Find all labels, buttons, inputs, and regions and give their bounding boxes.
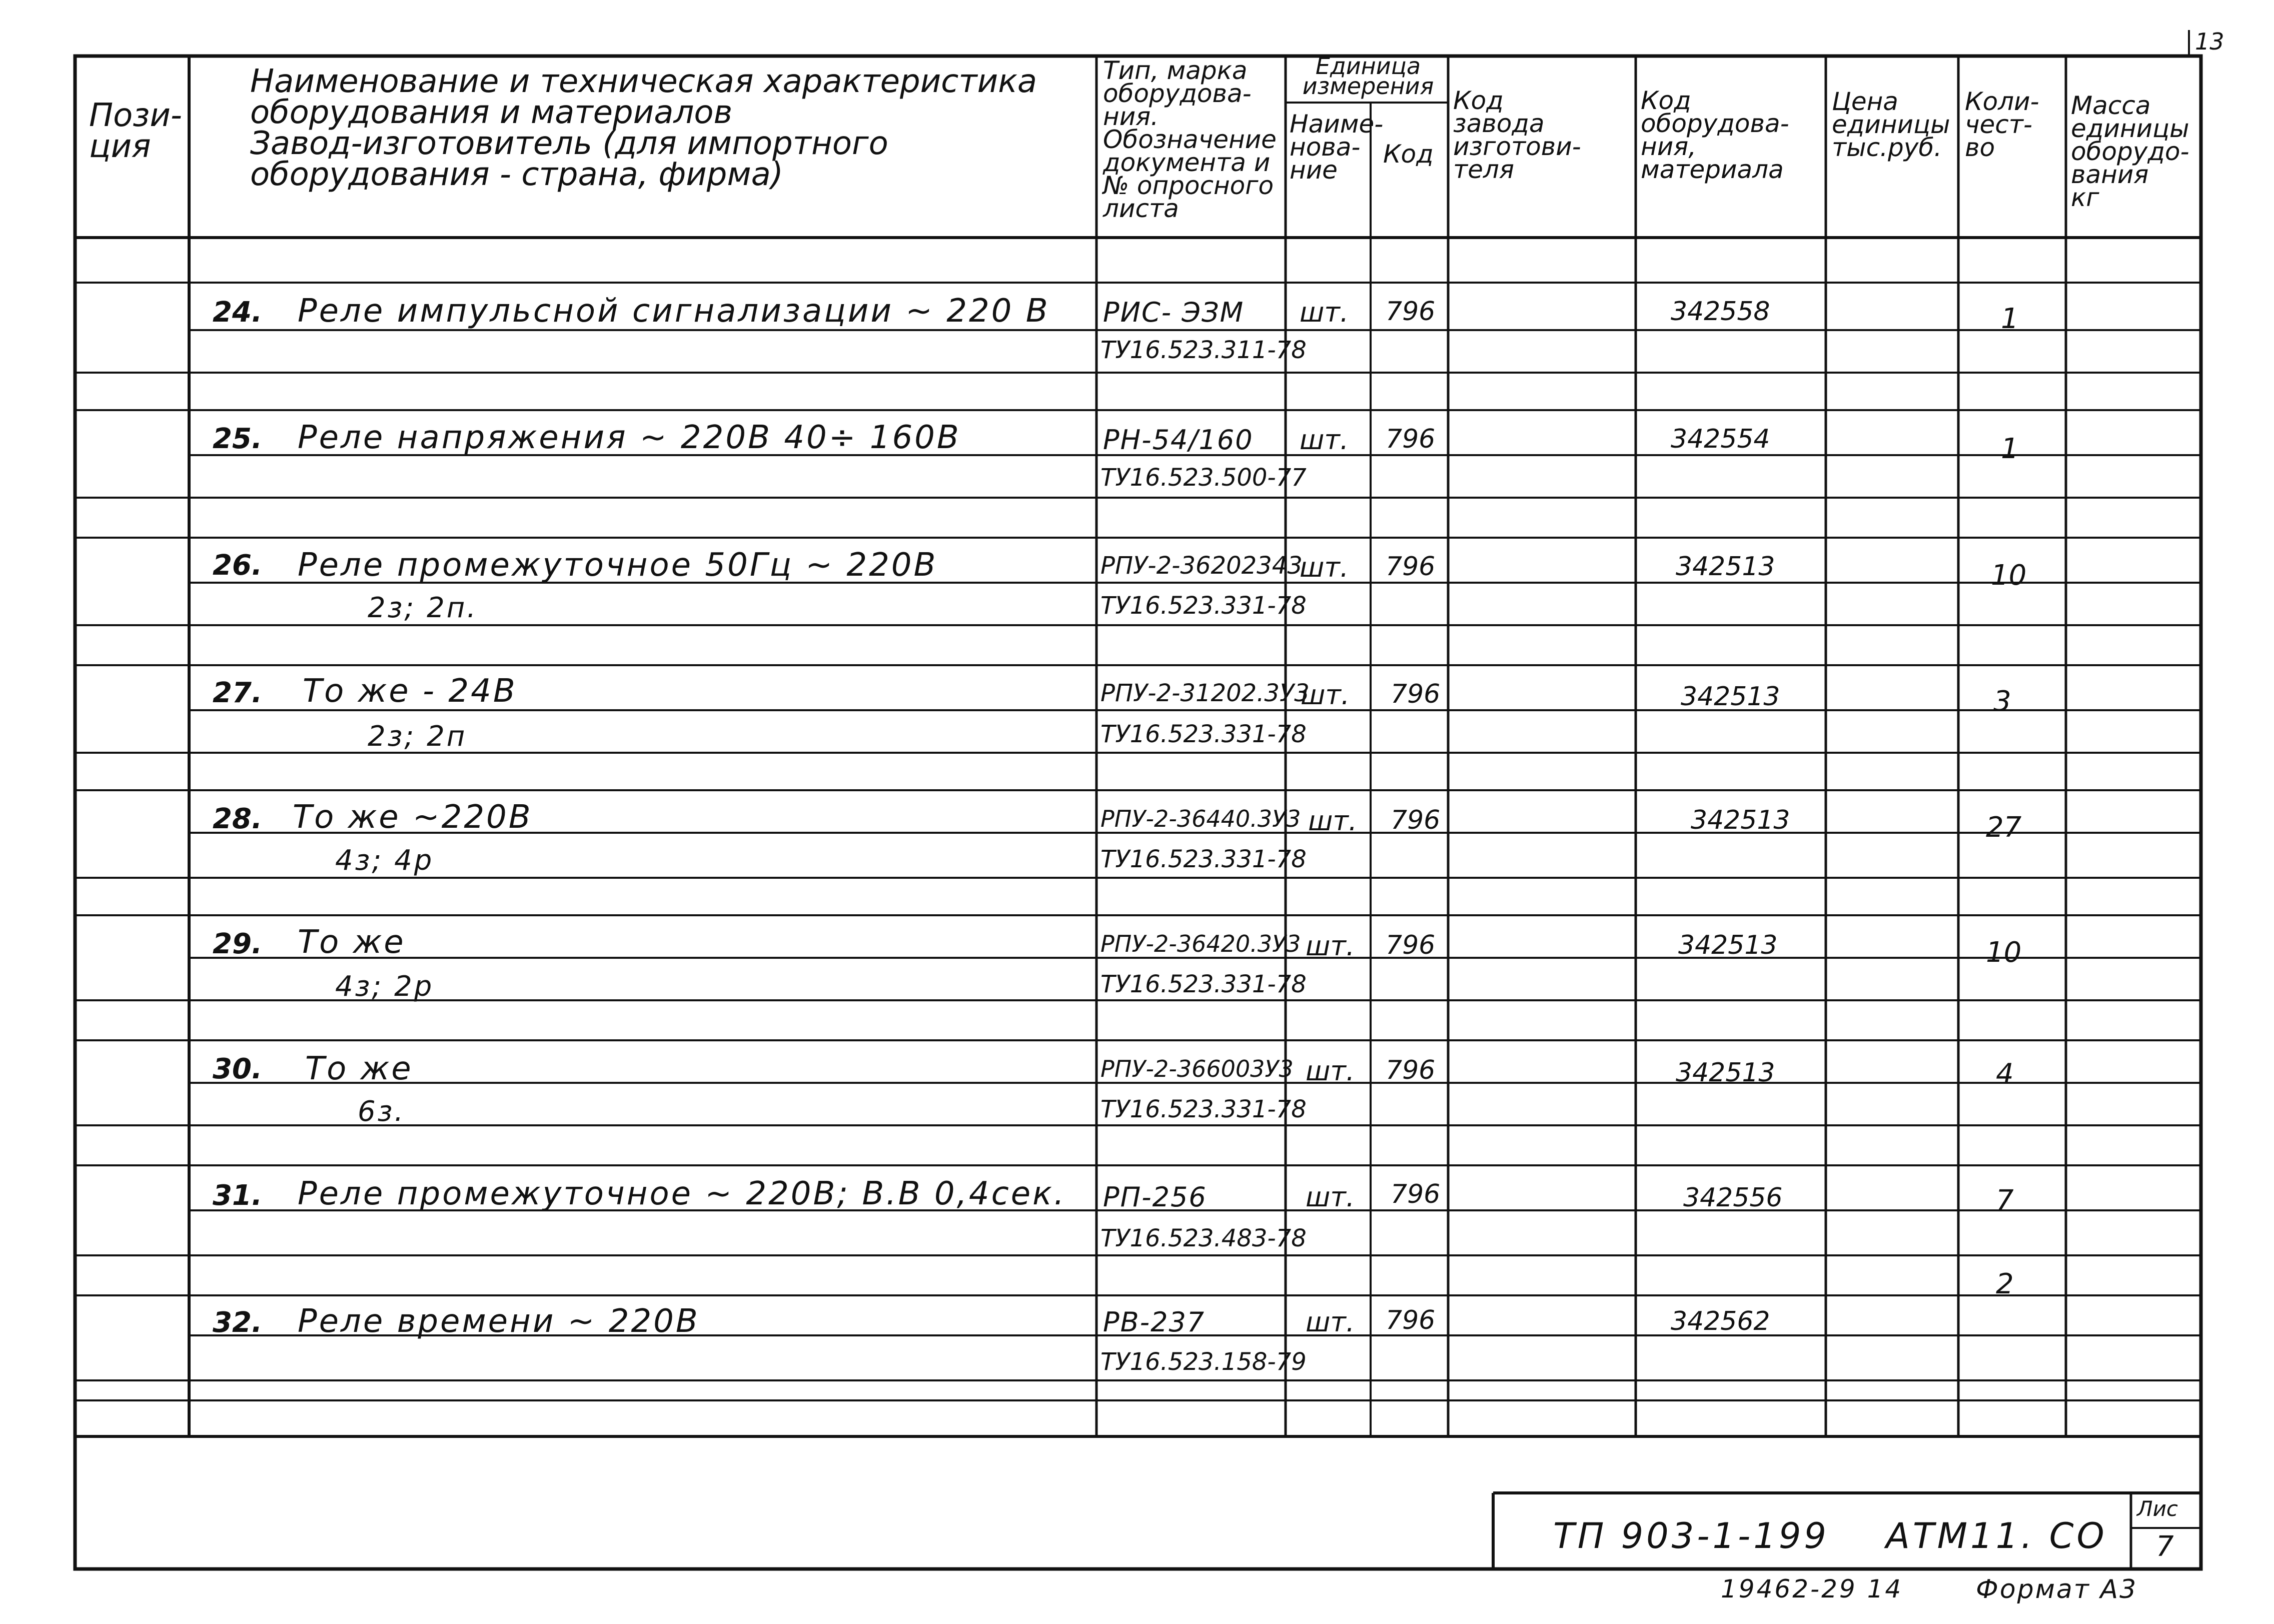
row-31-equip-code: 342556 <box>1683 1183 1783 1213</box>
row-27-position: 27. <box>213 677 263 709</box>
row-27-document: ТУ16.523.331-78 <box>1100 720 1307 748</box>
row-25-position: 25. <box>213 423 263 455</box>
row-24-name: Реле импульсной сигнализации ~ 220 В <box>298 293 1050 330</box>
row-31-quantity: 7 <box>1996 1184 2014 1217</box>
row-24-position: 24. <box>213 296 263 329</box>
row-25-quantity: 1 <box>2001 433 2019 465</box>
row-26-position: 26. <box>213 549 263 582</box>
header-unit-code: Код <box>1383 140 1434 169</box>
row-29-position: 29. <box>213 928 263 960</box>
row-27-unit: шт. <box>1301 679 1350 711</box>
row-26-contacts: 2з; 2п. <box>368 592 478 624</box>
header-unit-group: Единица измерения <box>1302 53 1434 100</box>
header-equipment-code: Код оборудова- ния, материала <box>1641 86 1789 184</box>
row-31-position: 31. <box>213 1179 263 1212</box>
row-25-document: ТУ16.523.500-77 <box>1100 464 1307 492</box>
row-27-unit-code: 796 <box>1391 679 1441 709</box>
row-32-equip-code: 342562 <box>1671 1306 1770 1336</box>
page-number: 13 <box>2195 28 2224 55</box>
row-26-quantity: 10 <box>1991 559 2027 592</box>
row-27-equip-code: 342513 <box>1681 682 1780 712</box>
row-28-unit: шт. <box>1308 805 1358 837</box>
row-28-contacts: 4з; 4р <box>335 844 434 877</box>
header-type: Тип, марка оборудова- ния. Обозначение документа и № опросного листа <box>1103 56 1277 223</box>
row-32-unit-code: 796 <box>1386 1305 1436 1335</box>
stamp-format: Формат А3 <box>1976 1574 2138 1604</box>
header-position: Пози- ция <box>89 97 182 165</box>
row-31-document: ТУ16.523.483-78 <box>1100 1224 1307 1252</box>
row-26-name: Реле промежуточное 50Гц ~ 220В <box>298 547 938 584</box>
row-27-quantity: 3 <box>1993 685 2011 718</box>
stamp-designation: ТП 903-1-199 <box>1553 1515 1829 1556</box>
stamp-code: АТМ11. СО <box>1886 1515 2107 1556</box>
header-name: Наименование и техническая характеристика оборудования и материалов Завод-изготовитель (для импортного оборудования - страна, фирма) <box>250 63 1037 193</box>
row-28-unit-code: 796 <box>1391 805 1441 835</box>
row-31-type: РП-256 <box>1103 1181 1207 1213</box>
row-32-position: 32. <box>213 1306 263 1339</box>
row-28-position: 28. <box>213 803 263 835</box>
row-27-type: РПУ-2-31202.3У3 <box>1100 679 1310 707</box>
row-28-name: То же ~220В <box>293 799 533 836</box>
row-27-name: То же - 24В <box>303 673 517 710</box>
row-32-type: РВ-237 <box>1103 1306 1206 1338</box>
row-30-contacts: 6з. <box>358 1095 406 1128</box>
row-29-type: РПУ-2-36420.3У3 <box>1100 930 1301 957</box>
row-24-unit: шт. <box>1300 297 1349 328</box>
header-quantity: Коли- чест- во <box>1965 87 2039 162</box>
row-26-unit: шт. <box>1300 552 1349 583</box>
row-25-type: РН-54/160 <box>1103 424 1254 456</box>
stamp-sheet-label: Лис <box>2137 1496 2178 1521</box>
row-25-unit-code: 796 <box>1386 424 1436 454</box>
header-mass: Масса единицы оборудо- вания кг <box>2071 91 2189 212</box>
row-32-unit: шт. <box>1306 1306 1355 1338</box>
row-29-contacts: 4з; 2р <box>335 970 434 1003</box>
row-24-type: РИС- ЭЗМ <box>1103 297 1245 328</box>
row-24-unit-code: 796 <box>1386 297 1436 327</box>
row-28-equip-code: 342513 <box>1691 805 1790 835</box>
row-29-equip-code: 342513 <box>1678 930 1778 960</box>
row-28-quantity: 27 <box>1986 811 2022 844</box>
row-26-equip-code: 342513 <box>1676 552 1775 582</box>
row-26-type: РПУ-2-36202343 <box>1100 552 1303 580</box>
row-32-quantity: 2 <box>1996 1268 2014 1300</box>
row-29-name: То же <box>298 924 406 961</box>
row-25-equip-code: 342554 <box>1671 424 1770 454</box>
row-30-equip-code: 342513 <box>1676 1058 1775 1088</box>
row-30-document: ТУ16.523.331-78 <box>1100 1095 1307 1123</box>
row-28-type: РПУ-2-36440.3У3 <box>1100 805 1301 832</box>
header-price: Цена единицы тыс.руб. <box>1832 87 1950 162</box>
row-30-quantity: 4 <box>1996 1058 2014 1090</box>
row-30-unit: шт. <box>1306 1055 1355 1087</box>
row-25-name: Реле напряжения ~ 220В 40÷ 160В <box>298 419 961 456</box>
row-29-document: ТУ16.523.331-78 <box>1100 970 1307 998</box>
row-30-name: То же <box>305 1050 413 1087</box>
row-28-document: ТУ16.523.331-78 <box>1100 845 1307 873</box>
row-24-document: ТУ16.523.311-78 <box>1100 336 1307 364</box>
row-27-contacts: 2з; 2п <box>368 720 467 753</box>
row-31-name: Реле промежуточное ~ 220В; В.В 0,4сек. <box>298 1175 1066 1212</box>
stamp-sheet-value: 7 <box>2156 1530 2174 1563</box>
row-32-document: ТУ16.523.158-79 <box>1100 1348 1307 1376</box>
row-29-unit: шт. <box>1306 930 1355 962</box>
row-30-unit-code: 796 <box>1386 1055 1436 1085</box>
header-unit-name: Наиме- нова- ние <box>1290 110 1384 185</box>
row-26-unit-code: 796 <box>1386 552 1436 582</box>
row-31-unit-code: 796 <box>1391 1179 1441 1209</box>
row-25-unit: шт. <box>1300 424 1349 456</box>
row-26-document: ТУ16.523.331-78 <box>1100 592 1307 620</box>
header-factory-code: Код завода изготови- теля <box>1453 86 1581 184</box>
row-31-unit: шт. <box>1306 1181 1355 1213</box>
row-32-name: Реле времени ~ 220В <box>298 1303 700 1340</box>
row-30-type: РПУ-2-366003У3 <box>1100 1055 1294 1082</box>
row-29-quantity: 10 <box>1986 936 2022 969</box>
row-29-unit-code: 796 <box>1386 930 1436 960</box>
stamp-inventory: 19462-29 14 <box>1721 1574 1903 1603</box>
row-24-quantity: 1 <box>2001 303 2019 335</box>
row-24-equip-code: 342558 <box>1671 297 1770 327</box>
row-30-position: 30. <box>213 1053 263 1085</box>
